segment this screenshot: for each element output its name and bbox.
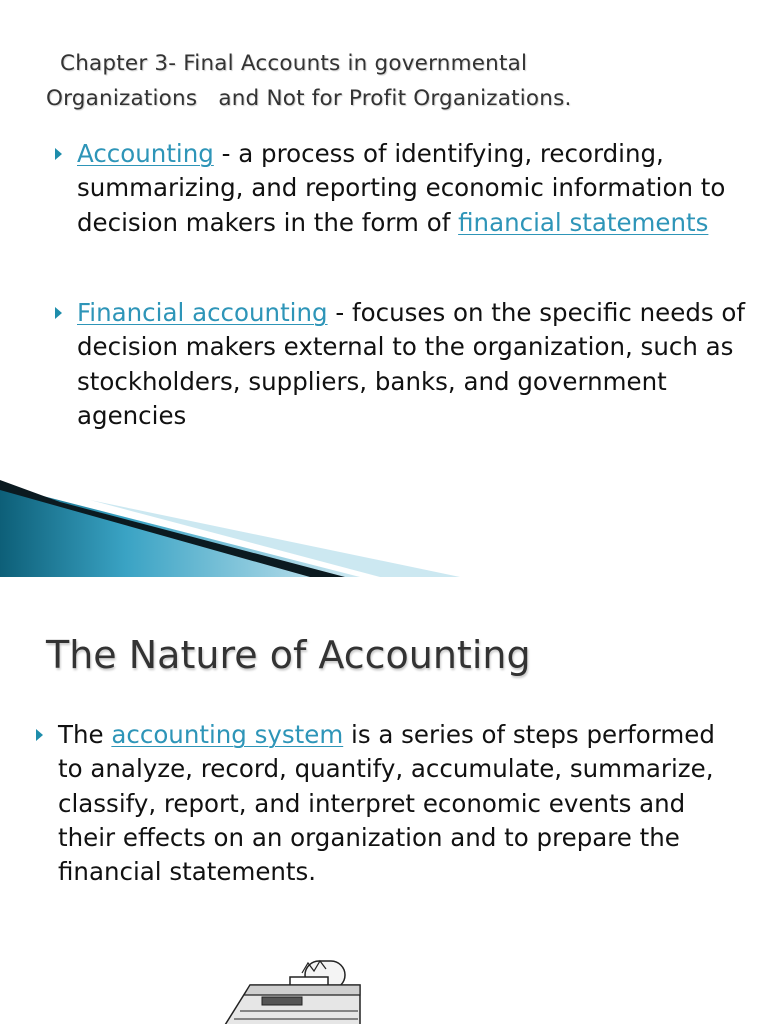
bullet-lead: The xyxy=(58,720,112,749)
chapter-title-line-1: Chapter 3- Final Accounts in governmental xyxy=(60,51,528,76)
financial-accounting-link[interactable]: Financial accounting xyxy=(77,298,328,327)
chapter-title xyxy=(46,46,746,116)
bullet-text: - a process of identifying, recording, summarizing, and reporting economic information to decision makers in the form of xyxy=(77,139,726,237)
decorative-swoosh xyxy=(0,480,768,577)
bullet-text: is a series of steps performed to analyze, record, quantify, accumulate, summarize, classify, report, and interpret economic events and their effects on an organization and to prepare the financial statements. xyxy=(58,720,715,887)
bullet-arrow-icon xyxy=(55,307,62,319)
bullet-accounting-system xyxy=(58,718,738,889)
bullet-text: - focuses on the specific needs of decision makers external to the organization, such as stockholders, suppliers, banks, and government agencies xyxy=(77,298,746,430)
slide-title: The Nature of Accounting xyxy=(46,633,531,677)
bullet-arrow-icon xyxy=(55,148,62,160)
calculator-icon xyxy=(210,955,380,1024)
accounting-link[interactable]: Accounting xyxy=(77,139,214,168)
accounting-system-link[interactable]: accounting system xyxy=(111,720,344,749)
financial-statements-link[interactable]: financial statements xyxy=(458,207,709,237)
slide-2 xyxy=(0,577,768,1024)
bullet-arrow-icon xyxy=(36,729,43,741)
bullet-financial-accounting xyxy=(77,296,747,433)
bullet-accounting xyxy=(77,137,747,240)
chapter-title-line-2: Organizations and Not for Profit Organizations. xyxy=(46,86,572,111)
